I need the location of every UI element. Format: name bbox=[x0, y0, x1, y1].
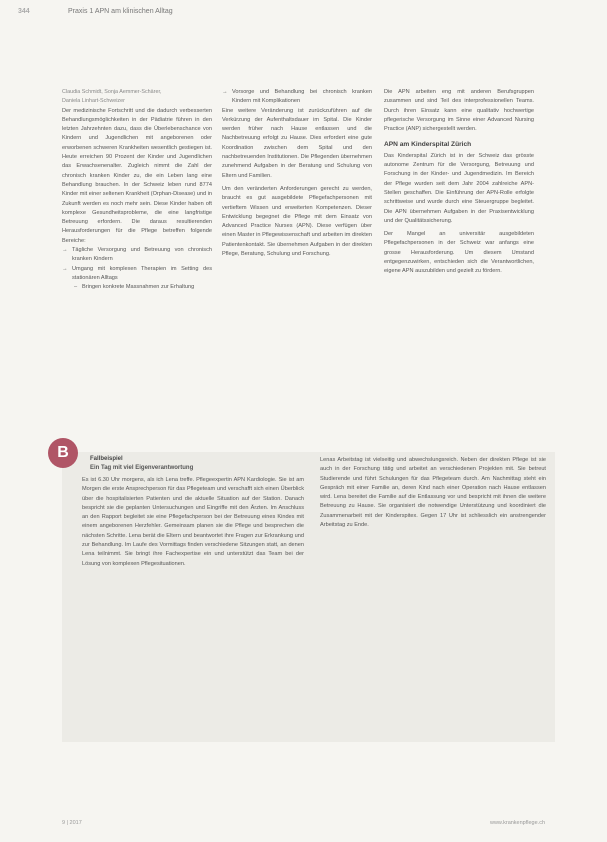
running-title: Praxis 1 APN am klinischen Alltag bbox=[68, 8, 173, 15]
page-footer bbox=[50, 820, 557, 830]
paragraph: Eine weitere Veränderung ist zurückzuführen auf die Verkürzung der Aufenthaltsdauer im Spital. Die Kinder werden früher nach Hause entlassen und die Nachbetreuung erfolgt zu Hause. Dies erfordert eine gute Koordination zwischen dem Spital und den nachbetreuenden Institutionen. Die Pflegenden übernehmen zunehmend Aufgaben in der Beratung und Schulung von Eltern und Familien. bbox=[222, 107, 372, 179]
text-column-1 bbox=[62, 88, 212, 293]
box-text-left: Es ist 6.30 Uhr morgens, als ich Lena treffe. Pflegeexpertin APN Kardiologie. Sie ist am Morgen die erste Ansprechperson für das Pflegeteam und verschafft sich einen Überblick über die hospitalisierten Patienten und die aktuelle Situation auf der Station. Danach bespricht sie die geplanten Untersuchungen und Eingriffe mit den Ärzten. Im Anschluss an den Rapport begleitet sie eine Pflegefachperson bei der Betreuung eines Kindes mit einem angeborenen Herzfehler. Gemeinsam planen sie die Pflege und besprechen die nächsten Schritte. Lena berät die Eltern und beantwortet ihre Fragen zur Erkrankung und zur Behandlung. Im Laufe des Vormittags finden verschiedene Sitzungen statt, an denen Lena teilnimmt. Sie bringt ihre Fachexpertise ein und unterstützt das Team bei der Lösung von komplexen Pflegesituationen. bbox=[82, 477, 304, 567]
box-badge: B bbox=[48, 438, 78, 468]
paragraph: Der Mangel an universitär ausgebildeten Pflegefachpersonen in der Schweiz war anfangs eine grosse Herausforderung. Um diesem Umstand entgegenzuwirken, entschieden sich die Verantwortlichen, eigene APN auszubilden und gezielt zu fördern. bbox=[384, 231, 534, 275]
section-heading: APN am Kinderspital Zürich bbox=[384, 141, 472, 149]
list-item: → Vorsorge und Behandlung bei chronisch kranken Kindern mit Komplikationen bbox=[222, 88, 372, 107]
page-number: 344 bbox=[18, 8, 30, 15]
paragraph: Das Kinderspital Zürich ist in der Schweiz das grösste autonome Zentrum für die Versorgung, Betreuung und Forschung in der Kinder- und Jugendmedizin. Im Bereich der Pflege wurden seit dem Jahr 2004 zahlreiche APN-Stellen geschaffen. Die Einführung der APN-Rolle erfolgte schrittweise und wurde durch eine Steuergruppe begleitet. Die APN übernehmen Aufgaben in der Praxisentwicklung und der Qualitätssicherung. bbox=[384, 152, 534, 224]
running-header bbox=[10, 7, 597, 21]
text-column-2 bbox=[222, 88, 372, 259]
case-example-box bbox=[57, 444, 555, 742]
footer-issue: 9 | 2017 bbox=[62, 820, 82, 826]
paragraph: Die APN arbeiten eng mit anderen Berufsgruppen zusammen und sind Teil des interprofessionellen Teams. Durch ihren Einsatz kann eine qualitativ hochwertige pflegerische Versorgung im Sinne einer Advanced Nursing Practice (ANP) sichergestellt werden. bbox=[384, 89, 534, 133]
box-title: Fallbeispiel bbox=[90, 456, 123, 462]
list-item: → Umgang mit komplexen Therapien im Setting des stationären Alltags bbox=[62, 265, 212, 284]
authors-line: Claudia Schmidt, Sonja Aemmer-Schärer, bbox=[62, 89, 162, 95]
list-item: → Tägliche Versorgung und Betreuung von chronisch kranken Kindern bbox=[62, 246, 212, 265]
text-column-3 bbox=[384, 88, 534, 277]
authors-line-2: Daniela Linhart-Schweizer bbox=[62, 98, 125, 105]
box-subtitle: Ein Tag mit viel Eigenverantwortung bbox=[90, 465, 194, 471]
paragraph: Um den veränderten Anforderungen gerecht zu werden, braucht es gut ausgebildete Pflegefachpersonen mit vertieftem Wissen und erweiterten Kompetenzen. Dieser Entwicklung begegnet die Pflege mit dem Einsatz von Advanced Practice Nurses (APN). Diese verfügen über einen Master in Pflegewissenschaft und arbeiten im direkten Patientenkontakt. Sie übernehmen Aufgaben in der direkten Pflege, Beratung, Schulung und Forschung. bbox=[222, 185, 372, 258]
paragraph: Der medizinische Fortschritt und die dadurch verbesserten Behandlungsmöglichkeiten in der Pädiatrie führen in den letzten Jahrzehnten dazu, dass die Überlebenschance von Kindern und Jugendlichen mit angeborenen oder erworbenen schweren Krankheiten wesentlich gestiegen ist. Heute erreichen 90 Prozent der Kinder und Jugendlichen das Erwachsenenalter. Zugleich nimmt die Zahl der chronisch kranken Kinder zu, die ein Leben lang eine Behandlung brauchen. In der Schweiz leben rund 8774 Kinder mit einer seltenen Krankheit (Orphan-Disease) und in Zukunft werden es noch mehr sein. Diese Kinder haben oft komplexe Gesundheitsprobleme, die eine langfristige Betreuung erfordern. Die daraus resultierenden Herausforderungen für die Pflege betreffen folgende Bereiche: bbox=[62, 107, 212, 244]
footer-url: www.krankenpflege.ch bbox=[489, 820, 545, 826]
sub-list-item: – Bringen konkrete Massnahmen zur Erhaltung bbox=[62, 283, 212, 292]
box-text-right: Lenas Arbeitstag ist vielseitig und abwechslungsreich. Neben der direkten Pflege ist sie auch in der Forschung tätig und arbeitet an verschiedenen Projekten mit. Sie betreut Studierende und führt Schulungen für das Pflegeteam durch. Am Nachmittag steht ein Gespräch mit einer Familie an, deren Kind nach einer Operation nach Hause entlassen wird. Lena bereitet die Familie auf die Entlassung vor und bespricht mit ihnen die weitere Betreuung zu Hause. Sie organisiert die notwendige Unterstützung und koordiniert die Zusammenarbeit mit der Kinderspitex. Gegen 17 Uhr ist schliesslich ein anstrengender Arbeitstag zu Ende. bbox=[320, 457, 546, 529]
